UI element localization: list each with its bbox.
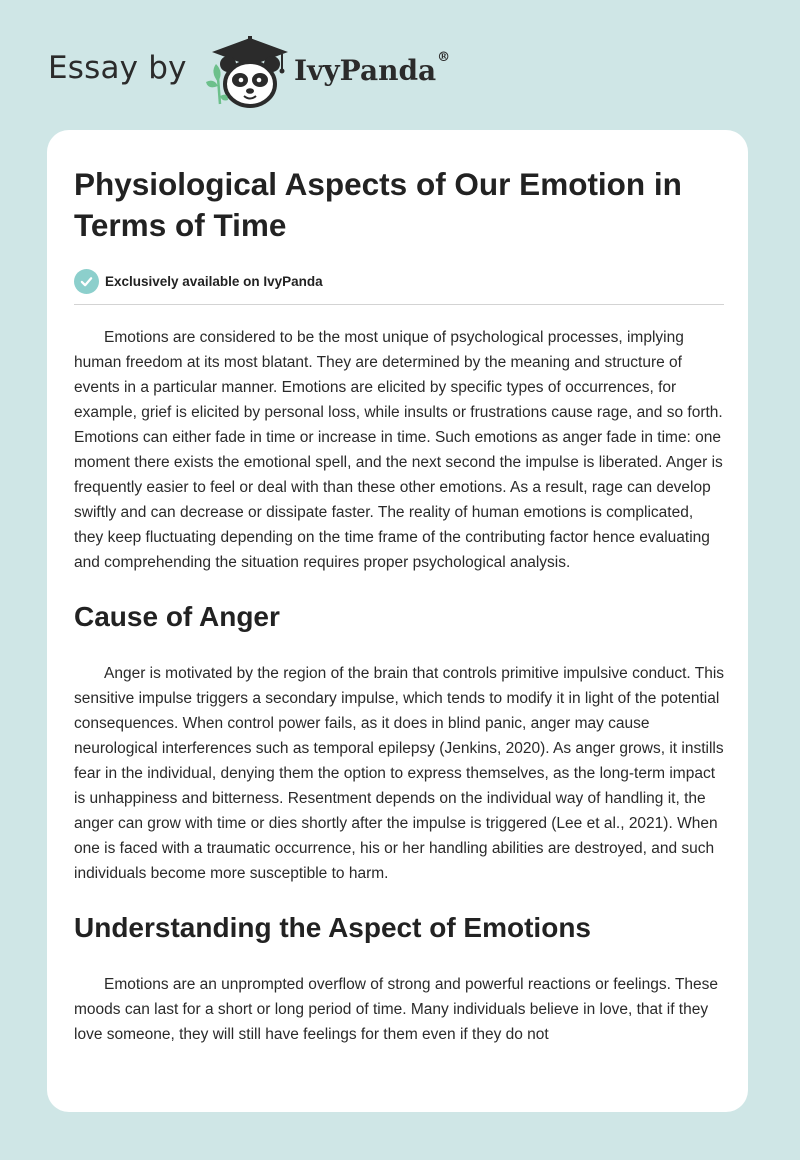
brand-name: IvyPanda®: [294, 50, 451, 87]
paragraph-intro: Emotions are considered to be the most unique of psychological processes, implying human freedom at its most blatant. They are determined by the meaning and structure of events in a particular manner. Emotions are elicited by specific types of occurrences, for example, grief is elicited by personal loss, while insults or frustrations cause rage, and so forth. Emotions can either fade in time or increase in time. Such emotions as anger fade in time: one moment there exists the emotional spell, and the next second the impulse is liberated. Anger is frequently easier to feel or deal with than these other emotions. As a result, rage can develop swiftly and can decrease or dissipate faster. The reality of human emotions is complicated, they keep fluctuating depending on the time frame of the contributing factor hence evaluating and comprehending the situation requires proper psychological analysis.: [74, 329, 723, 571]
exclusive-notice: [74, 268, 724, 294]
essay-content: [74, 164, 724, 1047]
brand-prefix: Essay by: [48, 50, 187, 86]
brand-header: [48, 34, 488, 114]
essay-title: Physiological Aspects of Our Emotion in Terms of Time: [74, 166, 682, 243]
panda-logo-icon: [204, 34, 296, 110]
registered-mark: ®: [437, 50, 451, 65]
exclusive-label: Exclusively available on IvyPanda: [105, 273, 323, 289]
checkmark-icon: [74, 269, 99, 294]
section-heading-understanding-emotions: Understanding the Aspect of Emotions: [74, 912, 591, 943]
divider: [74, 304, 724, 305]
paragraph-cause-of-anger: Anger is motivated by the region of the brain that controls primitive impulsive conduct. This sensitive impulse triggers a secondary impulse, which tends to modify it in light of the potential consequences. When control power fails, as it does in blind panic, anger may cause neurological interferences such as temporal epilepsy (Jenkins, 2020). As anger grows, it instills fear in the individual, denying them the option to express themselves, as the long-term impact is unhappiness and bitterness. Resentment depends on the individual way of handling it, the anger can grow with time or dies shortly after the impulse is triggered (Lee et al., 2021). When one is faced with a traumatic occurrence, his or her handling abilities are destroyed, and such individuals become more susceptible to harm.: [74, 665, 725, 882]
essay-card: [47, 130, 748, 1112]
paragraph-understanding-emotions: Emotions are an unprompted overflow of strong and powerful reactions or feelings. These moods can last for a short or long period of time. Many individuals believe in love, that if they love someone, they will still have feelings for them even if they do not: [74, 976, 719, 1043]
section-heading-cause-of-anger: Cause of Anger: [74, 601, 280, 632]
